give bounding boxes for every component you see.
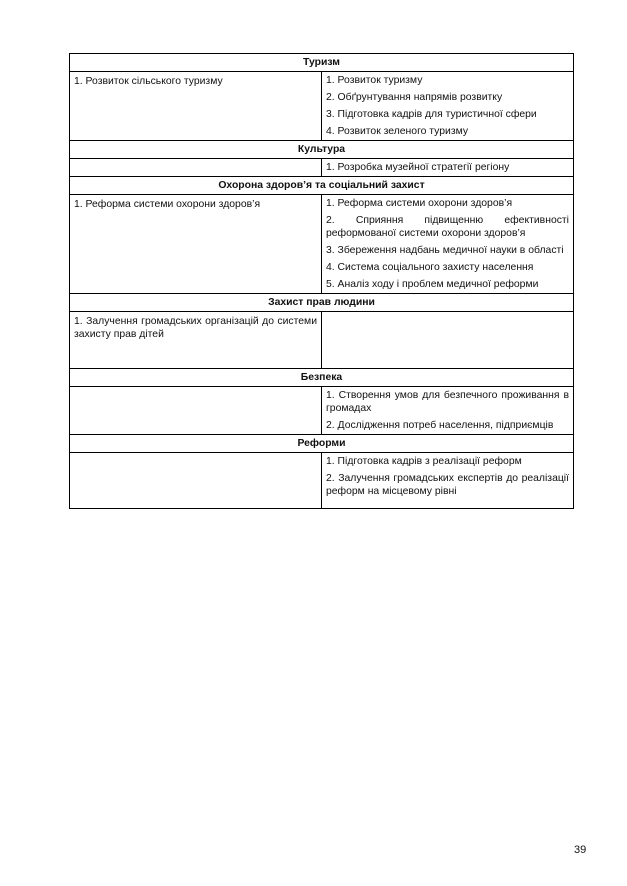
table-row [70, 387, 574, 435]
section-title: Захист прав людини [70, 294, 574, 312]
table-row [70, 159, 574, 177]
left-cell [70, 453, 322, 509]
left-cell [70, 195, 322, 294]
right-item: 1. Розробка музейної стратегії регіону [326, 162, 510, 173]
section-title: Реформи [70, 435, 574, 453]
table-row [70, 72, 574, 141]
priorities-table [69, 53, 574, 509]
left-cell [70, 159, 322, 177]
right-item: 2. Обґрунтування напрямів розвитку [326, 92, 503, 103]
section-header-row [70, 141, 574, 159]
left-item: 1. Розвиток сільського туризму [74, 76, 223, 87]
right-cell [322, 159, 574, 177]
left-cell [70, 312, 322, 369]
right-cell [322, 72, 574, 141]
left-item: 1. Реформа системи охорони здоров’я [74, 199, 261, 210]
right-item: 4. Розвиток зеленого туризму [326, 126, 469, 137]
right-item: 1. Підготовка кадрів з реалізації реформ [326, 456, 522, 467]
right-item: 2. Сприяння підвищенню ефективності реформованої системи охорони здоров’я [326, 215, 569, 239]
section-title: Безпека [70, 369, 574, 387]
section-header-row [70, 294, 574, 312]
right-item: 2. Дослідження потреб населення, підприємців [326, 420, 554, 431]
right-cell [322, 195, 574, 294]
table-row [70, 453, 574, 509]
right-item: 3. Збереження надбань медичної науки в області [326, 245, 564, 256]
left-cell [70, 72, 322, 141]
section-title: Туризм [70, 54, 574, 72]
table-row [70, 312, 574, 369]
left-cell [70, 387, 322, 435]
right-item: 2. Залучення громадських експертів до реалізації реформ на місцевому рівні [326, 473, 569, 497]
table-row [70, 195, 574, 294]
right-item: 1. Створення умов для безпечного проживання в громадах [326, 390, 569, 414]
left-item: 1. Залучення громадських організацій до системи захисту прав дітей [74, 316, 317, 340]
right-item: 1. Реформа системи охорони здоров’я [326, 198, 513, 209]
right-item: 3. Підготовка кадрів для туристичної сфери [326, 109, 537, 120]
section-title: Культура [70, 141, 574, 159]
section-header-row [70, 369, 574, 387]
section-header-row [70, 54, 574, 72]
right-item: 5. Аналіз ходу і проблем медичної реформи [326, 279, 539, 290]
right-cell [322, 312, 574, 369]
section-header-row [70, 177, 574, 195]
section-header-row [70, 435, 574, 453]
right-item: 1. Розвиток туризму [326, 75, 423, 86]
section-title: Охорона здоров’я та соціальний захист [70, 177, 574, 195]
right-cell [322, 453, 574, 509]
right-cell [322, 387, 574, 435]
page-number: 39 [574, 844, 587, 856]
right-item: 4. Система соціального захисту населення [326, 262, 534, 273]
